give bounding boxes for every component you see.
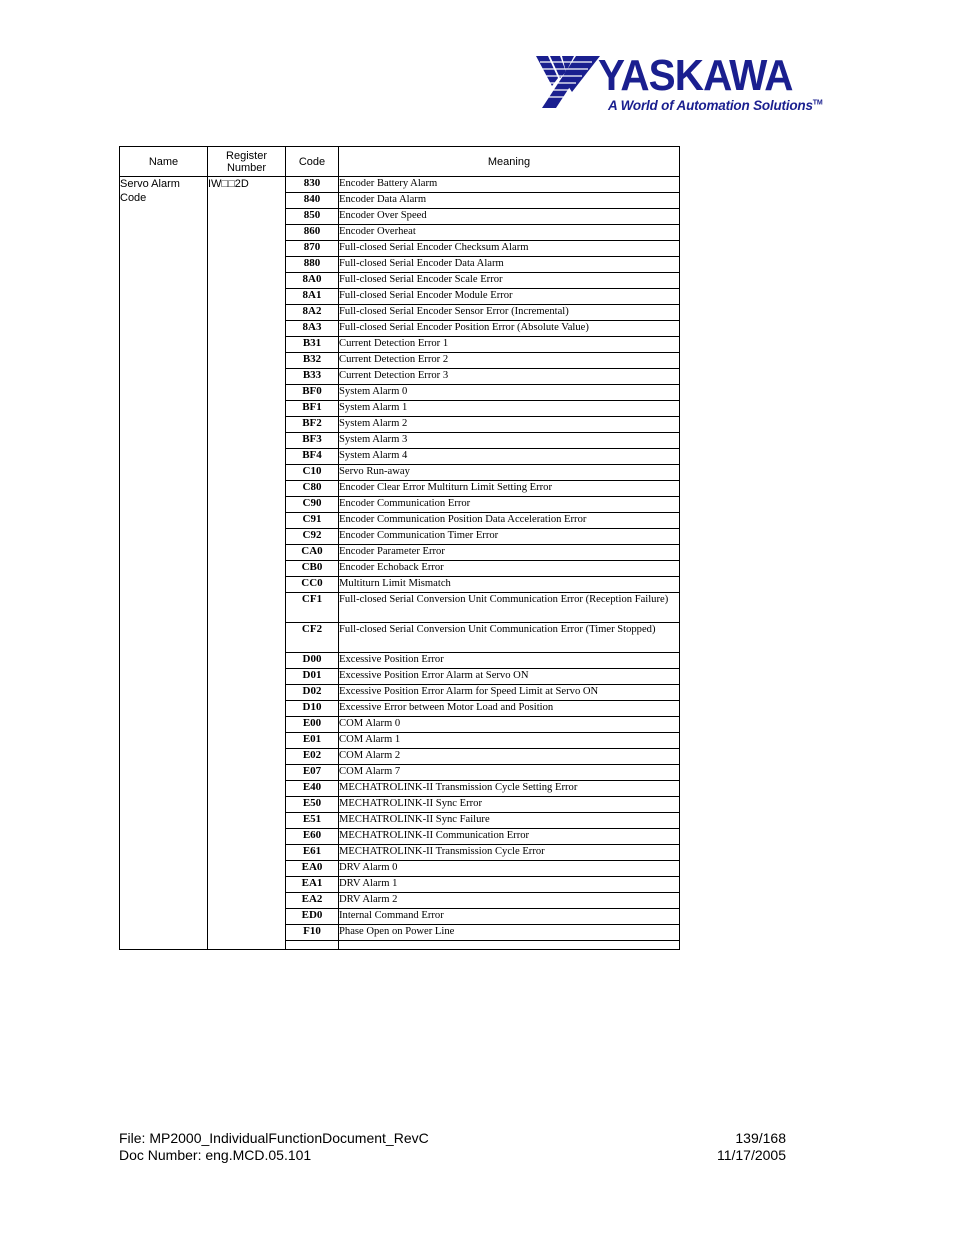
trademark-mark: TM xyxy=(812,99,823,107)
cell-code: B31 xyxy=(286,337,339,353)
logo-wordmark: YASKAWA xyxy=(598,51,793,100)
cell-meaning: Encoder Over Speed xyxy=(339,209,680,225)
yaskawa-logo xyxy=(532,52,832,118)
cell-meaning: COM Alarm 0 xyxy=(339,717,680,733)
cell-meaning: MECHATROLINK-II Sync Error xyxy=(339,797,680,813)
cell-meaning: Full-closed Serial Encoder Data Alarm xyxy=(339,257,680,273)
cell-register-number: IW□□2D xyxy=(208,177,286,950)
cell-code: 880 xyxy=(286,257,339,273)
cell-code: 870 xyxy=(286,241,339,257)
cell-code: C92 xyxy=(286,529,339,545)
cell-meaning: Current Detection Error 2 xyxy=(339,353,680,369)
cell-code: 860 xyxy=(286,225,339,241)
cell-meaning: DRV Alarm 1 xyxy=(339,877,680,893)
cell-meaning: Full-closed Serial Encoder Position Error (Absolute Value) xyxy=(339,321,680,337)
cell-code: BF2 xyxy=(286,417,339,433)
cell-code: E40 xyxy=(286,781,339,797)
cell-code: C10 xyxy=(286,465,339,481)
cell-meaning: COM Alarm 2 xyxy=(339,749,680,765)
cell-meaning: MECHATROLINK-II Communication Error xyxy=(339,829,680,845)
cell-meaning: MECHATROLINK-II Transmission Cycle Error xyxy=(339,845,680,861)
cell-meaning: Full-closed Serial Encoder Module Error xyxy=(339,289,680,305)
cell-code: D02 xyxy=(286,685,339,701)
cell-code: BF0 xyxy=(286,385,339,401)
cell-meaning: Current Detection Error 3 xyxy=(339,369,680,385)
cell-code: F10 xyxy=(286,925,339,941)
cell-meaning: Full-closed Serial Encoder Scale Error xyxy=(339,273,680,289)
cell-code: 8A0 xyxy=(286,273,339,289)
cell-code: EA2 xyxy=(286,893,339,909)
footer-file: File: MP2000_IndividualFunctionDocument_RevC xyxy=(119,1130,429,1146)
cell-meaning: DRV Alarm 0 xyxy=(339,861,680,877)
cell-code: E60 xyxy=(286,829,339,845)
cell-code: BF4 xyxy=(286,449,339,465)
page-footer xyxy=(119,1130,786,1164)
cell-meaning: Phase Open on Power Line xyxy=(339,925,680,941)
cell-code: ED0 xyxy=(286,909,339,925)
cell-code: CA0 xyxy=(286,545,339,561)
cell-meaning: Encoder Overheat xyxy=(339,225,680,241)
cell-meaning: DRV Alarm 2 xyxy=(339,893,680,909)
cell-code: C90 xyxy=(286,497,339,513)
cell-code: 840 xyxy=(286,193,339,209)
cell-meaning: COM Alarm 1 xyxy=(339,733,680,749)
cell-meaning: MECHATROLINK-II Transmission Cycle Setting Error xyxy=(339,781,680,797)
cell-code: CF1 xyxy=(286,593,339,623)
cell-code: E07 xyxy=(286,765,339,781)
cell-meaning: Multiturn Limit Mismatch xyxy=(339,577,680,593)
cell-meaning: Internal Command Error xyxy=(339,909,680,925)
footer-doc-number: Doc Number: eng.MCD.05.101 xyxy=(119,1147,312,1163)
servo-alarm-table xyxy=(119,146,680,950)
table-row xyxy=(120,177,680,193)
cell-meaning: System Alarm 1 xyxy=(339,401,680,417)
cell-code: CB0 xyxy=(286,561,339,577)
cell-meaning: System Alarm 3 xyxy=(339,433,680,449)
cell-code: E61 xyxy=(286,845,339,861)
cell-code: BF3 xyxy=(286,433,339,449)
cell-code: 830 xyxy=(286,177,339,193)
cell-meaning: Encoder Communication Position Data Acceleration Error xyxy=(339,513,680,529)
footer-date: 11/17/2005 xyxy=(716,1147,786,1163)
cell-meaning: MECHATROLINK-II Sync Failure xyxy=(339,813,680,829)
cell-code: 8A1 xyxy=(286,289,339,305)
cell-meaning: Encoder Communication Timer Error xyxy=(339,529,680,545)
cell-code: D00 xyxy=(286,653,339,669)
cell-meaning: Full-closed Serial Encoder Sensor Error (Incremental) xyxy=(339,305,680,321)
cell-meaning: Servo Run-away xyxy=(339,465,680,481)
cell-meaning: Excessive Position Error Alarm for Speed Limit at Servo ON xyxy=(339,685,680,701)
cell-meaning: Excessive Position Error xyxy=(339,653,680,669)
cell-meaning: Encoder Data Alarm xyxy=(339,193,680,209)
cell-code: CC0 xyxy=(286,577,339,593)
cell-meaning: Excessive Error between Motor Load and Position xyxy=(339,701,680,717)
yaskawa-emblem-icon xyxy=(532,52,602,112)
cell-meaning: Encoder Battery Alarm xyxy=(339,177,680,193)
cell-meaning: Full-closed Serial Conversion Unit Communication Error (Reception Failure) xyxy=(339,593,680,623)
cell-code: E00 xyxy=(286,717,339,733)
cell-code: C80 xyxy=(286,481,339,497)
footer-page-number: 139/168 xyxy=(735,1130,786,1146)
cell-meaning: Full-closed Serial Encoder Checksum Alarm xyxy=(339,241,680,257)
spacer-cell xyxy=(339,941,680,950)
cell-code: CF2 xyxy=(286,623,339,653)
cell-code: 850 xyxy=(286,209,339,225)
header-register-text: Register Number xyxy=(226,149,267,174)
cell-meaning: System Alarm 0 xyxy=(339,385,680,401)
logo-tagline: A World of Automation Solutions™ xyxy=(608,98,823,113)
cell-meaning: Encoder Parameter Error xyxy=(339,545,680,561)
cell-meaning: COM Alarm 7 xyxy=(339,765,680,781)
header-meaning: Meaning xyxy=(339,147,680,177)
cell-code: E51 xyxy=(286,813,339,829)
header-register-number xyxy=(208,147,286,177)
cell-meaning: System Alarm 4 xyxy=(339,449,680,465)
cell-code: BF1 xyxy=(286,401,339,417)
cell-meaning: Encoder Clear Error Multiturn Limit Setting Error xyxy=(339,481,680,497)
spacer-cell xyxy=(286,941,339,950)
cell-meaning: Full-closed Serial Conversion Unit Communication Error (Timer Stopped) xyxy=(339,623,680,653)
cell-meaning: Encoder Communication Error xyxy=(339,497,680,513)
table-body xyxy=(120,177,680,950)
cell-code: EA1 xyxy=(286,877,339,893)
cell-code: 8A2 xyxy=(286,305,339,321)
cell-meaning: System Alarm 2 xyxy=(339,417,680,433)
cell-code: D01 xyxy=(286,669,339,685)
cell-code: E02 xyxy=(286,749,339,765)
cell-meaning: Current Detection Error 1 xyxy=(339,337,680,353)
cell-meaning: Encoder Echoback Error xyxy=(339,561,680,577)
cell-code: EA0 xyxy=(286,861,339,877)
cell-code: C91 xyxy=(286,513,339,529)
cell-name: Servo Alarm Code xyxy=(120,177,208,950)
cell-code: B33 xyxy=(286,369,339,385)
cell-code: E01 xyxy=(286,733,339,749)
table-header-row xyxy=(120,147,680,177)
cell-code: B32 xyxy=(286,353,339,369)
cell-meaning: Excessive Position Error Alarm at Servo ON xyxy=(339,669,680,685)
cell-code: E50 xyxy=(286,797,339,813)
cell-code: D10 xyxy=(286,701,339,717)
header-code: Code xyxy=(286,147,339,177)
header-name: Name xyxy=(120,147,208,177)
cell-code: 8A3 xyxy=(286,321,339,337)
